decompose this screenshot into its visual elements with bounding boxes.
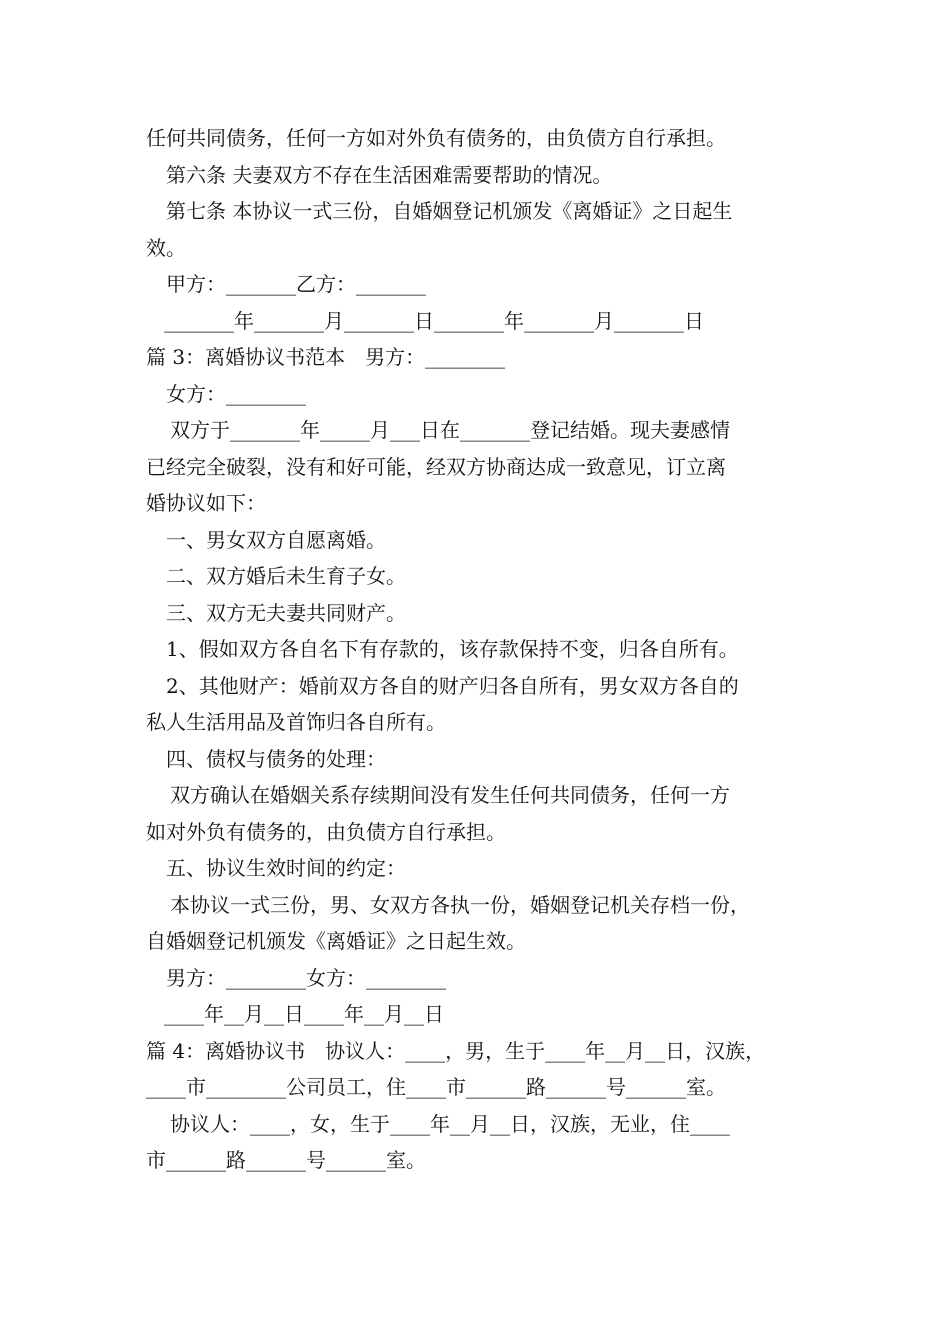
text-line: 双方确认在婚姻关系存续期间没有发生任何共同债务，任何一方 [170,783,730,807]
text-line: 本协议一式三份，男、女双方各执一份，婚姻登记机关存档一份， [170,892,750,917]
text-line: 市______路______号______室。 [146,1148,426,1172]
text-line: 协议人：____，女，生于____年__月__日，汉族，无业，住____ [170,1111,730,1136]
text-line: 已经完全破裂，没有和好可能，经双方协商达成一致意见，订立离 [146,454,726,479]
document-body [146,120,816,1179]
signature-line: 甲方：_______乙方：_______ [166,272,426,296]
section-heading: 篇 3：离婚协议书范本 男方：________ [146,345,506,369]
text-line: 1、假如双方各自名下有存款的，该存款保持不变，归各自所有。 [166,637,739,661]
text-line: 二、双方婚后未生育子女。 [166,564,406,588]
text-line: 一、男女双方自愿离婚。 [166,527,386,552]
text-line: 三、双方无夫妻共同财产。 [166,600,406,625]
text-line: 四、债权与债务的处理： [166,746,386,771]
section-heading: 篇 4：离婚协议书 协议人：____，男，生于____年__月__日，汉族， [146,1038,766,1063]
text-line: 自婚姻登记机颁发《离婚证》之日起生效。 [146,929,526,953]
text-line: 任何共同债务，任何一方如对外负有债务的，由负债方自行承担。 [146,126,726,150]
text-line: 2、其他财产：婚前双方各自的财产归各自所有，男女双方各自的 [166,673,739,698]
text-line: 第七条 本协议一式三份，自婚姻登记机颁发《离婚证》之日起生 [166,199,733,223]
text-line: 第六条 夫妻双方不存在生活困难需要帮助的情况。 [166,162,613,187]
date-line: _______年_______月_______日_______年_______月_______日 [164,308,704,333]
signature-line: 男方：________女方：________ [166,965,446,990]
date-line: ____年__月__日____年__月__日 [164,1002,444,1026]
text-line: 私人生活用品及首饰归各自所有。 [146,710,446,734]
text-line: 五、协议生效时间的约定： [166,856,406,880]
text-line: 双方于_______年_____月___日在_______登记结婚。现夫妻感情 [170,418,730,442]
text-line: 如对外负有债务的，由负债方自行承担。 [146,819,506,844]
text-line: 效。 [146,235,186,260]
text-line: 婚协议如下： [146,491,266,515]
text-line: ____市________公司员工，住____市______路______号______室。 [146,1075,726,1099]
text-line: 女方：________ [166,381,306,406]
